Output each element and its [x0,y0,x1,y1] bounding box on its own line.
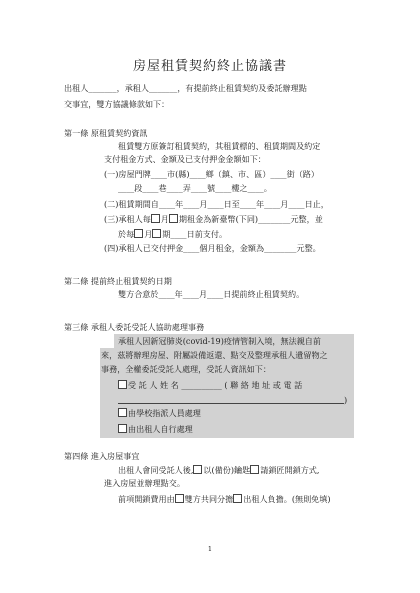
article-3-option-school [118,408,201,417]
trustee-blank-line [118,403,344,404]
checkbox-monthly-rent[interactable] [151,214,160,223]
article-3-option-trustee [118,380,302,389]
article-1-item-3b-option: 月 [144,229,153,239]
landlord-cost-label: 出租人負擔。(無則免填) [243,494,331,504]
checkbox-pay-monthly[interactable] [134,229,143,238]
checkbox-locksmith[interactable] [250,465,259,474]
article-1-item-3b-prefix: 於每 [118,229,135,239]
trustee-close-paren: ) [344,395,348,405]
checkbox-spare-key[interactable] [193,465,202,474]
article-4-line-1-prefix: 出租人會同受託人後, [118,465,194,475]
article-3-sentence-3: 事務，全權委託受託人處理，受託人資訊如下： [101,364,271,374]
article-2-heading: 第二條 提前終止租賃契約日期 [64,276,172,286]
article-4-line-1 [118,465,319,474]
article-1-item-3a-suffix: 期租金為新臺幣(下同)________元整，並 [178,214,323,224]
landlord-option-label: 由出租人自行處理 [128,424,193,434]
spare-key-label: 以(備份)鑰匙 [203,465,251,475]
article-1-paragraph-1: 租賃雙方原簽訂租賃契約，其租賃標的、租賃期間及約定 [118,141,321,151]
article-2-body: 雙方合意於____年____月____日提前終止租賃契約。 [118,289,305,299]
school-option-label: 由學校指派人員處理 [128,408,201,418]
article-1-item-3a [104,214,323,223]
article-1-item-3b-suffix: 期____日前支付。 [162,229,228,239]
article-1-item-1a: (一)房屋門牌____市(縣)____鄉（鎮、市、區）____街（路） [104,169,319,179]
checkbox-trustee[interactable] [118,380,127,389]
intro-line-2: 交事宜，雙方協議條款如下： [64,99,170,109]
article-1-item-1b: ____段____巷____弄____號____樓之____。 [118,183,272,193]
article-1-item-3a-option: 月 [160,214,169,224]
article-1-item-3a-prefix: (三)承租人每 [104,214,151,224]
article-3-option-landlord [118,424,193,433]
checkbox-pay-period[interactable] [152,229,161,238]
article-4-line-3-prefix: 前項開鎖費用由 [118,494,175,504]
article-1-paragraph-2: 支付租金方式、金額及已支付押金金額如下： [104,154,266,164]
intro-line-1: 出租人_______，承租人_______，有提前終止租賃契約及委託辦理點 [64,83,307,93]
trustee-label: 受 託 人 姓 名 __________ ( 聯 絡 地 址 或 電 話 [128,380,303,390]
article-1-item-2: (二)租賃期間自____年____月____日至____年____月____日止， [104,199,329,209]
article-1-heading: 第一條 原租賃契約資訊 [64,128,148,138]
locksmith-label: 請鎖匠開鎖方式, [260,465,320,475]
article-4-line-3 [118,494,331,503]
checkbox-shared-cost[interactable] [175,494,184,503]
article-3-heading: 第三條 承租人委託受託人協助處理事務 [64,322,205,332]
article-1-item-4: (四)承租人已交付押金____個月租金，金額為________元整。 [104,243,321,253]
page-number: 1 [207,545,213,553]
document-title: 房屋租賃契約終止協議書 [132,59,287,74]
article-1-item-3b [118,229,227,238]
checkbox-school[interactable] [118,408,127,417]
article-3-sentence-2: 來，茲將辦理房屋、附屬設備返還、點交及整理承租人遺留物之 [101,350,328,360]
checkbox-landlord-cost[interactable] [233,494,242,503]
checkbox-period-rent[interactable] [169,214,178,223]
article-4-line-2: 進入房屋並辦理點交。 [104,478,185,488]
checkbox-landlord[interactable] [118,424,127,433]
article-4-heading: 第四條 進入房屋事宜 [64,451,140,461]
shared-cost-label: 雙方共同分擔 [184,494,234,504]
article-3-sentence-1: 承租人因新冠肺炎(covid-19)疫情管制入境，無法親自前 [118,336,321,346]
